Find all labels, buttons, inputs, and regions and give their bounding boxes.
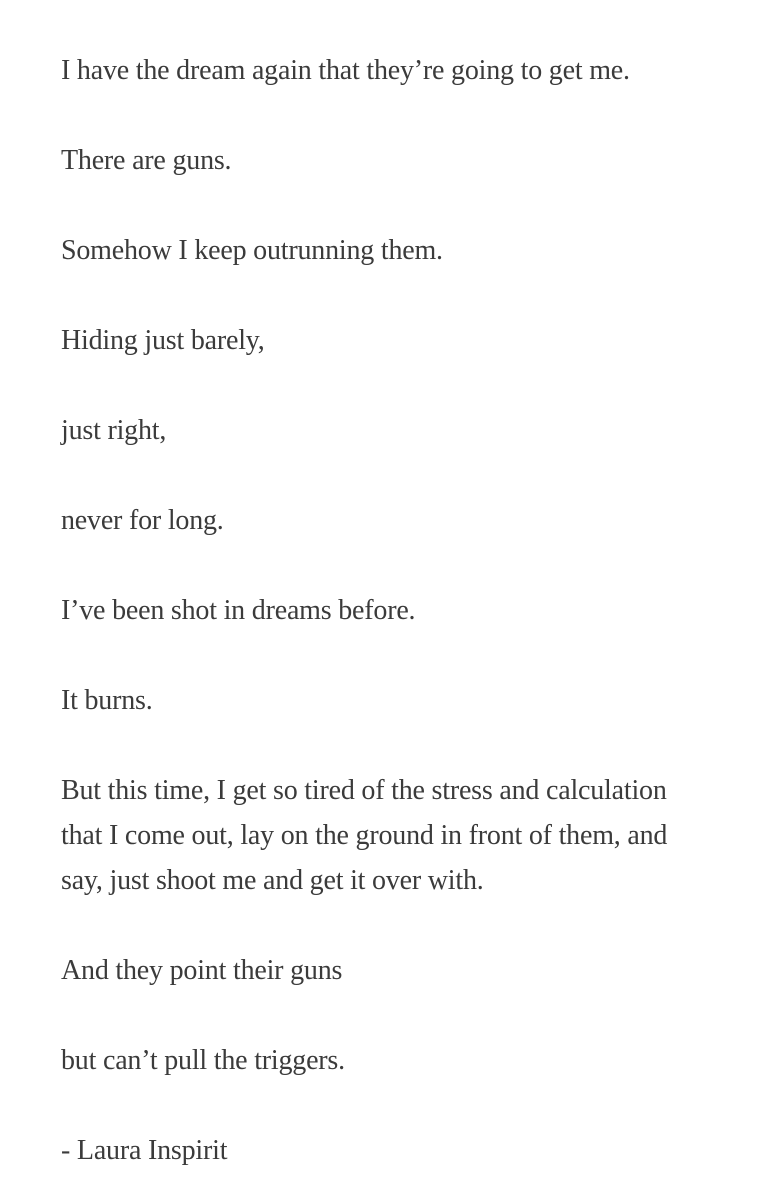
stanza-1 [61, 48, 741, 93]
poem-line: say, just shoot me and get it over with. [61, 865, 484, 896]
stanza-7 [61, 588, 741, 633]
poem-line: There are guns. [61, 145, 232, 176]
poem-line: Hiding just barely, [61, 325, 265, 356]
poem-line: I’ve been shot in dreams before. [61, 595, 416, 626]
author-signature: - Laura Inspirit [61, 1135, 228, 1166]
poem-line: And they point their guns [61, 955, 343, 986]
poem-line: Somehow I keep outrunning them. [61, 235, 443, 266]
poem-line: that I come out, lay on the ground in front of them, and [61, 820, 668, 851]
stanza-4 [61, 318, 741, 363]
stanza-9 [61, 768, 741, 903]
poem-line: I have the dream again that they’re going to get me. [61, 55, 630, 86]
poem-text [61, 48, 741, 1173]
stanza-5 [61, 408, 741, 453]
stanza-10 [61, 948, 741, 993]
signature [61, 1128, 741, 1173]
stanza-11 [61, 1038, 741, 1083]
stanza-2 [61, 138, 741, 183]
poem-line: but can’t pull the triggers. [61, 1045, 345, 1076]
poem-line: never for long. [61, 505, 224, 536]
stanza-3 [61, 228, 741, 273]
poem-line: just right, [61, 415, 167, 446]
poem-line: But this time, I get so tired of the stress and calculation [61, 775, 667, 806]
poem-line: It burns. [61, 685, 153, 716]
stanza-8 [61, 678, 741, 723]
stanza-6 [61, 498, 741, 543]
